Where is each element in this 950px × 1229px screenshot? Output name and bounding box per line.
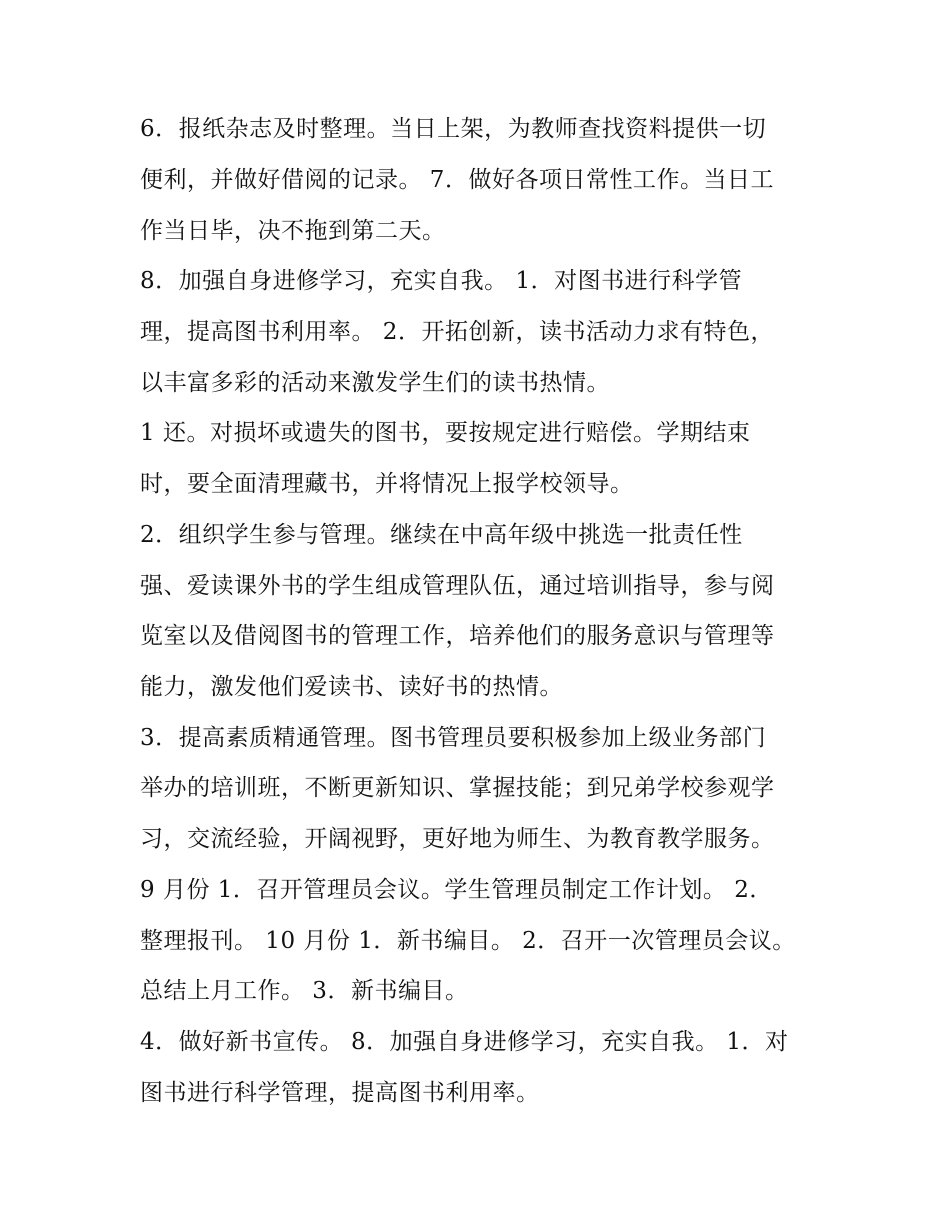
text-line: 3．提高素质精通管理。图书管理员要积极参加上级业务部门 [140,725,767,751]
text-line: 以丰富多彩的活动来激发学生们的读书热情。 [140,370,610,396]
text-line: 1 还。对损坏或遗失的图书，要按规定进行赔偿。学期结束 [140,420,751,446]
text-line: 作当日毕，决不拖到第二天。 [140,218,446,244]
text-line: 理，提高图书利用率。 2．开拓创新，读书活动力求有特色， [140,319,774,345]
text-line: 便利，并做好借阅的记录。 7．做好各项日常性工作。当日工 [140,167,774,193]
text-line: 总结上月工作。 3．新书编目。 [140,978,469,1004]
text-line: 习，交流经验，开阔视野，更好地为师生、为教育教学服务。 [140,826,775,852]
text-line: 举办的培训班，不断更新知识、掌握技能；到兄弟学校参观学 [140,775,775,801]
text-line: 9 月份 1．召开管理员会议。学生管理员制定工作计划。 2． [140,877,773,903]
text-line: 4．做好新书宣传。 8．加强自身进修学习，充实自我。 1．对 [140,1029,789,1055]
text-line: 图书进行科学管理，提高图书利用率。 [140,1080,540,1106]
text-line: 强、爱读课外书的学生组成管理队伍，通过培训指导，参与阅 [140,573,775,599]
text-line: 时，要全面清理藏书，并将情况上报学校领导。 [140,471,634,497]
text-line: 能力，激发他们爱读书、读好书的热情。 [140,674,563,700]
text-line: 2．组织学生参与管理。继续在中高年级中挑选一批责任性 [140,522,743,548]
text-line: 整理报刊。 10 月份 1．新书编目。 2．召开一次管理员会议。 [140,928,796,954]
text-line: 览室以及借阅图书的管理工作，培养他们的服务意识与管理等 [140,623,775,649]
text-line: 6．报纸杂志及时整理。当日上架，为教师查找资料提供一切 [140,116,767,142]
text-line: 8．加强自身进修学习，充实自我。 1．对图书进行科学管 [140,268,743,294]
